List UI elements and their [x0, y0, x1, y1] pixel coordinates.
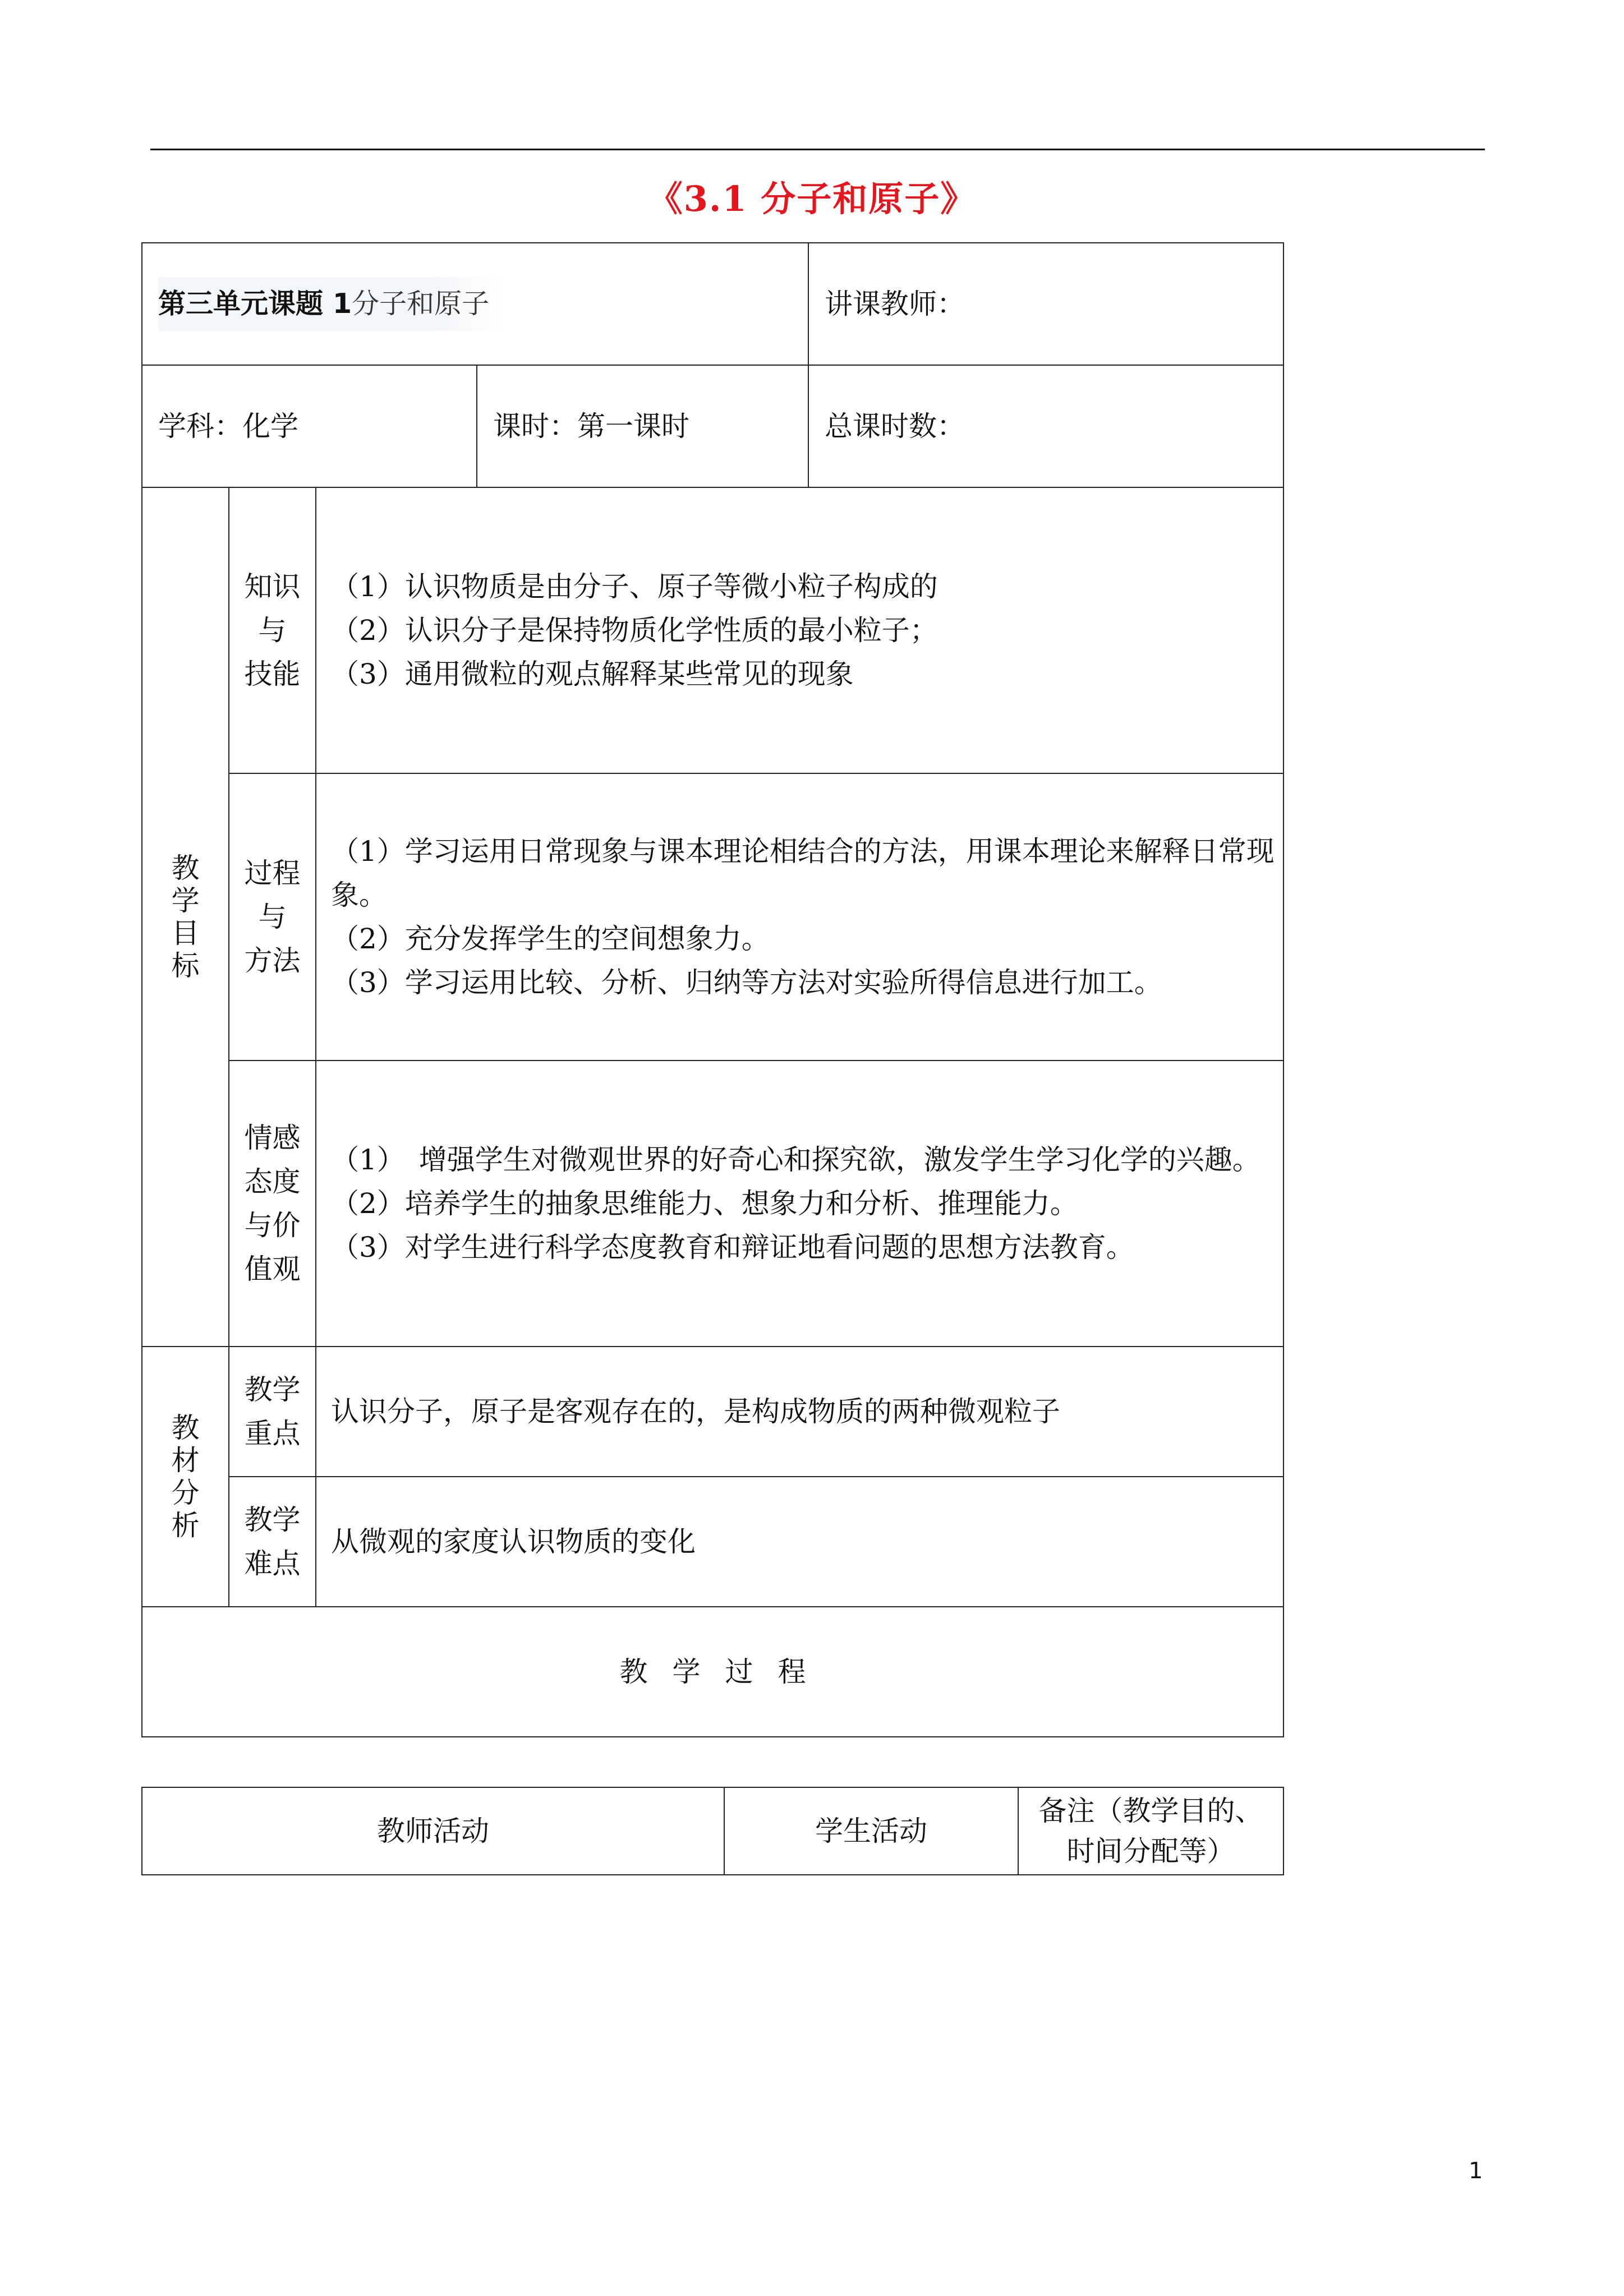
subject-row — [142, 365, 1283, 487]
process-item: （1）学习运用日常现象与课本理论相结合的方法，用课本理论来解释日常现象。 — [331, 835, 1275, 911]
analysis-key-row — [142, 1347, 1283, 1477]
notes-header — [1018, 1787, 1283, 1875]
teaching-process-heading: 教学过程 — [142, 1607, 1283, 1737]
label-line: 重点 — [244, 1417, 301, 1450]
teacher-activity-header: 教师活动 — [142, 1787, 724, 1875]
emotion-item: （1） 增强学生对微观世界的好奇心和探究欲，激发学生学习化学的兴趣。 — [331, 1144, 1260, 1176]
label-line: 方法 — [244, 944, 301, 977]
knowledge-item: （1）认识物质是由分子、原子等微小粒子构成的 — [331, 570, 938, 603]
unit-title-cell — [142, 243, 808, 365]
key-point-content: 认识分子，原子是客观存在的，是构成物质的两种微观粒子 — [316, 1347, 1283, 1477]
label-line: 教学 — [244, 1504, 301, 1536]
teacher-cell: 讲课教师： — [808, 243, 1283, 365]
label-line: 与价 — [244, 1209, 301, 1242]
group-char: 教学目标 — [171, 852, 200, 982]
knowledge-item: （3）通用微粒的观点解释某些常见的现象 — [331, 658, 854, 690]
notes-line: 时间分配等） — [1066, 1835, 1235, 1868]
difficult-point-label — [229, 1477, 316, 1607]
unit-title-rest: 分子和原子 — [352, 288, 490, 320]
period-cell: 课时：第一课时 — [477, 365, 808, 487]
activities-table — [141, 1787, 1284, 1875]
label-line: 情感 — [244, 1122, 301, 1154]
subject-cell: 学科：化学 — [142, 365, 477, 487]
label-line: 知识 — [244, 570, 301, 603]
document-title: 《3.1 分子和原子》 — [647, 178, 977, 219]
label-line: 过程 — [244, 857, 301, 889]
unit-row — [142, 243, 1283, 365]
total-periods-cell: 总课时数： — [808, 365, 1283, 487]
emotion-item: （3）对学生进行科学态度教育和辩证地看问题的思想方法教育。 — [331, 1231, 1134, 1264]
emotion-content — [316, 1061, 1283, 1347]
knowledge-label — [229, 487, 316, 773]
label-line: 技能 — [244, 658, 301, 690]
knowledge-content — [316, 487, 1283, 773]
unit-title-bold: 第三单元课题 1 — [158, 288, 352, 320]
objective-emotion-row — [142, 1061, 1283, 1347]
student-activity-header: 学生活动 — [724, 1787, 1018, 1875]
unit-title — [158, 277, 506, 331]
objective-knowledge-row — [142, 487, 1283, 773]
process-heading-row — [142, 1607, 1283, 1737]
emotion-item: （2）培养学生的抽象思维能力、想象力和分析、推理能力。 — [331, 1187, 1078, 1220]
process-content — [316, 773, 1283, 1061]
process-item: （2）充分发挥学生的空间想象力。 — [331, 923, 770, 955]
header-rule — [150, 149, 1485, 150]
label-line: 态度 — [244, 1165, 301, 1198]
label-line: 教学 — [244, 1373, 301, 1406]
key-point-label — [229, 1347, 316, 1477]
objective-process-row — [142, 773, 1283, 1061]
group-char: 教材分析 — [171, 1412, 200, 1542]
analysis-difficult-row — [142, 1477, 1283, 1607]
lesson-plan-table — [141, 242, 1284, 1737]
process-item: （3）学习运用比较、分析、归纳等方法对实验所得信息进行加工。 — [331, 966, 1162, 999]
label-line: 与 — [258, 901, 287, 933]
page-number: 1 — [1469, 2158, 1483, 2184]
process-label — [229, 773, 316, 1061]
difficult-point-content: 从微观的家度认识物质的变化 — [316, 1477, 1283, 1607]
emotion-label — [229, 1061, 316, 1347]
activities-header-row — [142, 1787, 1283, 1875]
label-line: 值观 — [244, 1253, 301, 1285]
analysis-group-label — [142, 1347, 229, 1607]
label-line: 难点 — [244, 1547, 301, 1580]
notes-line: 备注（教学目的、 — [1038, 1795, 1263, 1827]
objectives-group-label — [142, 487, 229, 1347]
knowledge-item: （2）认识分子是保持物质化学性质的最小粒子； — [331, 614, 938, 647]
label-line: 与 — [258, 614, 287, 647]
